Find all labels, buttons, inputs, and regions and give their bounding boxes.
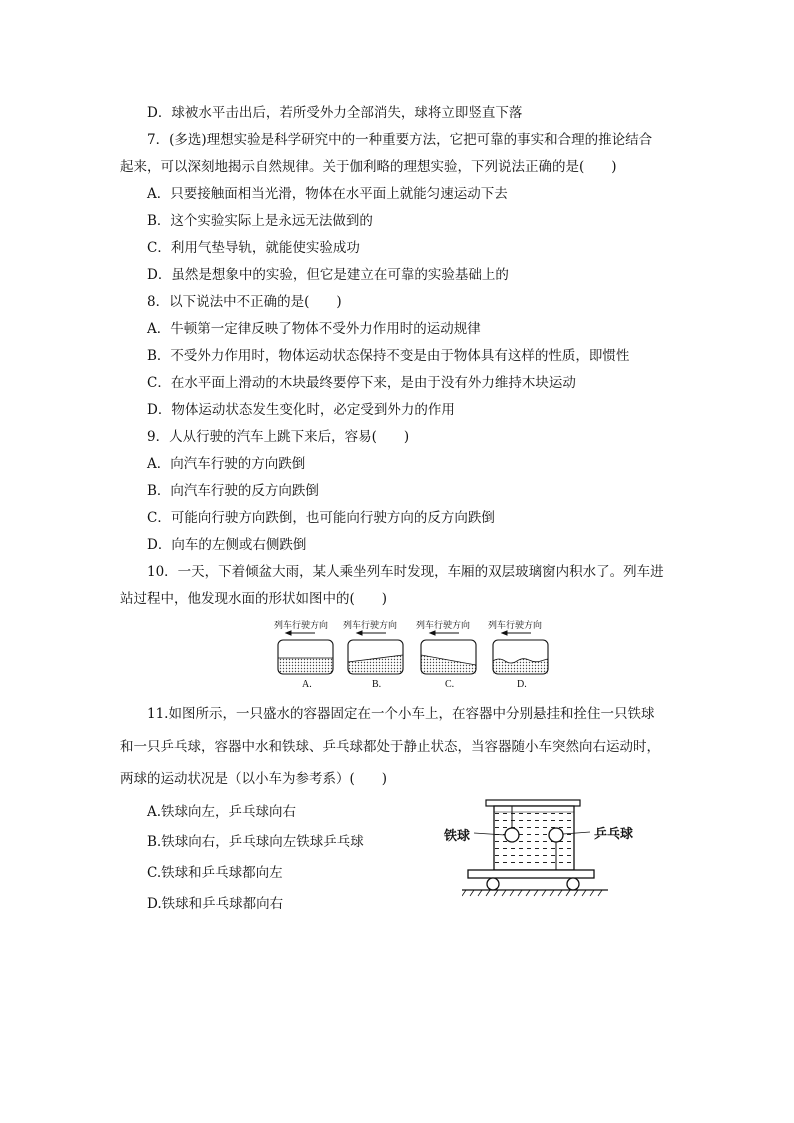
q7-option-d: D．虽然是想象中的实验，但它是建立在可靠的实验基础上的 [147, 267, 509, 283]
q9-stem: 9．人从行驶的汽车上跳下来后，容易( ) [147, 429, 410, 445]
ping-pong-ball-label: 乒乓球 [594, 827, 634, 842]
option-c-window [421, 640, 476, 674]
q7-stem-line1: 7．(多选)理想实验是科学研究中的一种重要方法，它把可靠的事实和合理的推论结合 [147, 132, 653, 148]
q8-stem: 8．以下说法中不正确的是( ) [147, 294, 342, 310]
option-a-window [278, 640, 333, 674]
q11-option-d: D.铁球和乒乓球都向右 [147, 896, 284, 912]
q7-option-c: C．利用气垫导轨，就能使实验成功 [147, 240, 360, 256]
q11-stem-line1: 11.如图所示，一只盛水的容器固定在一个小车上，在容器中分别悬挂和拴住一只铁球 [147, 706, 655, 722]
q11-option-c: C.铁球和乒乓球都向左 [147, 865, 283, 881]
q11-stem-line2: 和一只乒乓球，容器中水和铁球、乒乓球都处于静止状态，当容器随小车突然向右运动时， [120, 739, 660, 755]
iron-ball [505, 828, 519, 842]
direction-label: 列车行驶方向 [416, 621, 471, 631]
ping-pong-ball [549, 828, 563, 842]
q10-stem-line1: 10．一天，下着倾盆大雨，某人乘坐列车时发现，车厢的双层玻璃窗内积水了。列车进 [147, 564, 664, 580]
arrow-left-icon [286, 631, 531, 635]
q9-option-a: A．向汽车行驶的方向跌倒 [147, 456, 306, 472]
q8-option-b: B．不受外力作用时，物体运动状态保持不变是由于物体具有这样的性质，即惯性 [147, 348, 630, 364]
option-a-label: A. [302, 679, 312, 690]
option-c-label: C. [445, 679, 455, 690]
q7-stem-line2: 起来，可以深刻地揭示自然规律。关于伽利略的理想实验，下列说法正确的是( ) [120, 159, 617, 175]
q10-stem-line2: 站过程中，他发现水面的形状如图中的( ) [120, 591, 388, 607]
option-d-label: D. [517, 679, 527, 690]
q6-option-d: D．球被水平击出后，若所受外力全部消失，球将立即竖直下落 [147, 105, 523, 121]
option-b-label: B. [372, 679, 382, 690]
wheel [487, 878, 499, 890]
direction-label: 列车行驶方向 [488, 621, 543, 631]
option-d-window [493, 640, 548, 674]
direction-label: 列车行驶方向 [343, 621, 398, 631]
q7-option-a: A．只要接触面相当光滑，物体在水平面上就能匀速运动下去 [147, 186, 508, 202]
q7-option-b: B．这个实验实际上是永远无法做到的 [147, 213, 373, 229]
direction-label: 列车行驶方向 [274, 621, 329, 631]
q9-option-c: C．可能向行驶方向跌倒，也可能向行驶方向的反方向跌倒 [147, 510, 495, 526]
q11-option-b: B.铁球向右，乒乓球向左铁球乒乓球 [147, 834, 364, 850]
wheel [567, 878, 579, 890]
q8-option-c: C．在水平面上滑动的木块最终要停下来，是由于没有外力维持木块运动 [147, 375, 576, 391]
q11-diagram [462, 796, 622, 901]
iron-ball-label: 铁球 [444, 829, 471, 844]
q9-option-d: D．向车的左侧或右侧跌倒 [147, 537, 307, 553]
q8-option-a: A．牛顿第一定律反映了物体不受外力作用时的运动规律 [147, 321, 481, 337]
q9-option-b: B．向汽车行驶的反方向跌倒 [147, 483, 319, 499]
option-b-window [348, 640, 403, 674]
q11-option-a: A.铁球向左，乒乓球向右 [147, 804, 297, 820]
q8-option-d: D．物体运动状态发生变化时，必定受到外力的作用 [147, 402, 455, 418]
q11-stem-line3: 两球的运动状况是（以小车为参考系）( ) [120, 771, 388, 787]
